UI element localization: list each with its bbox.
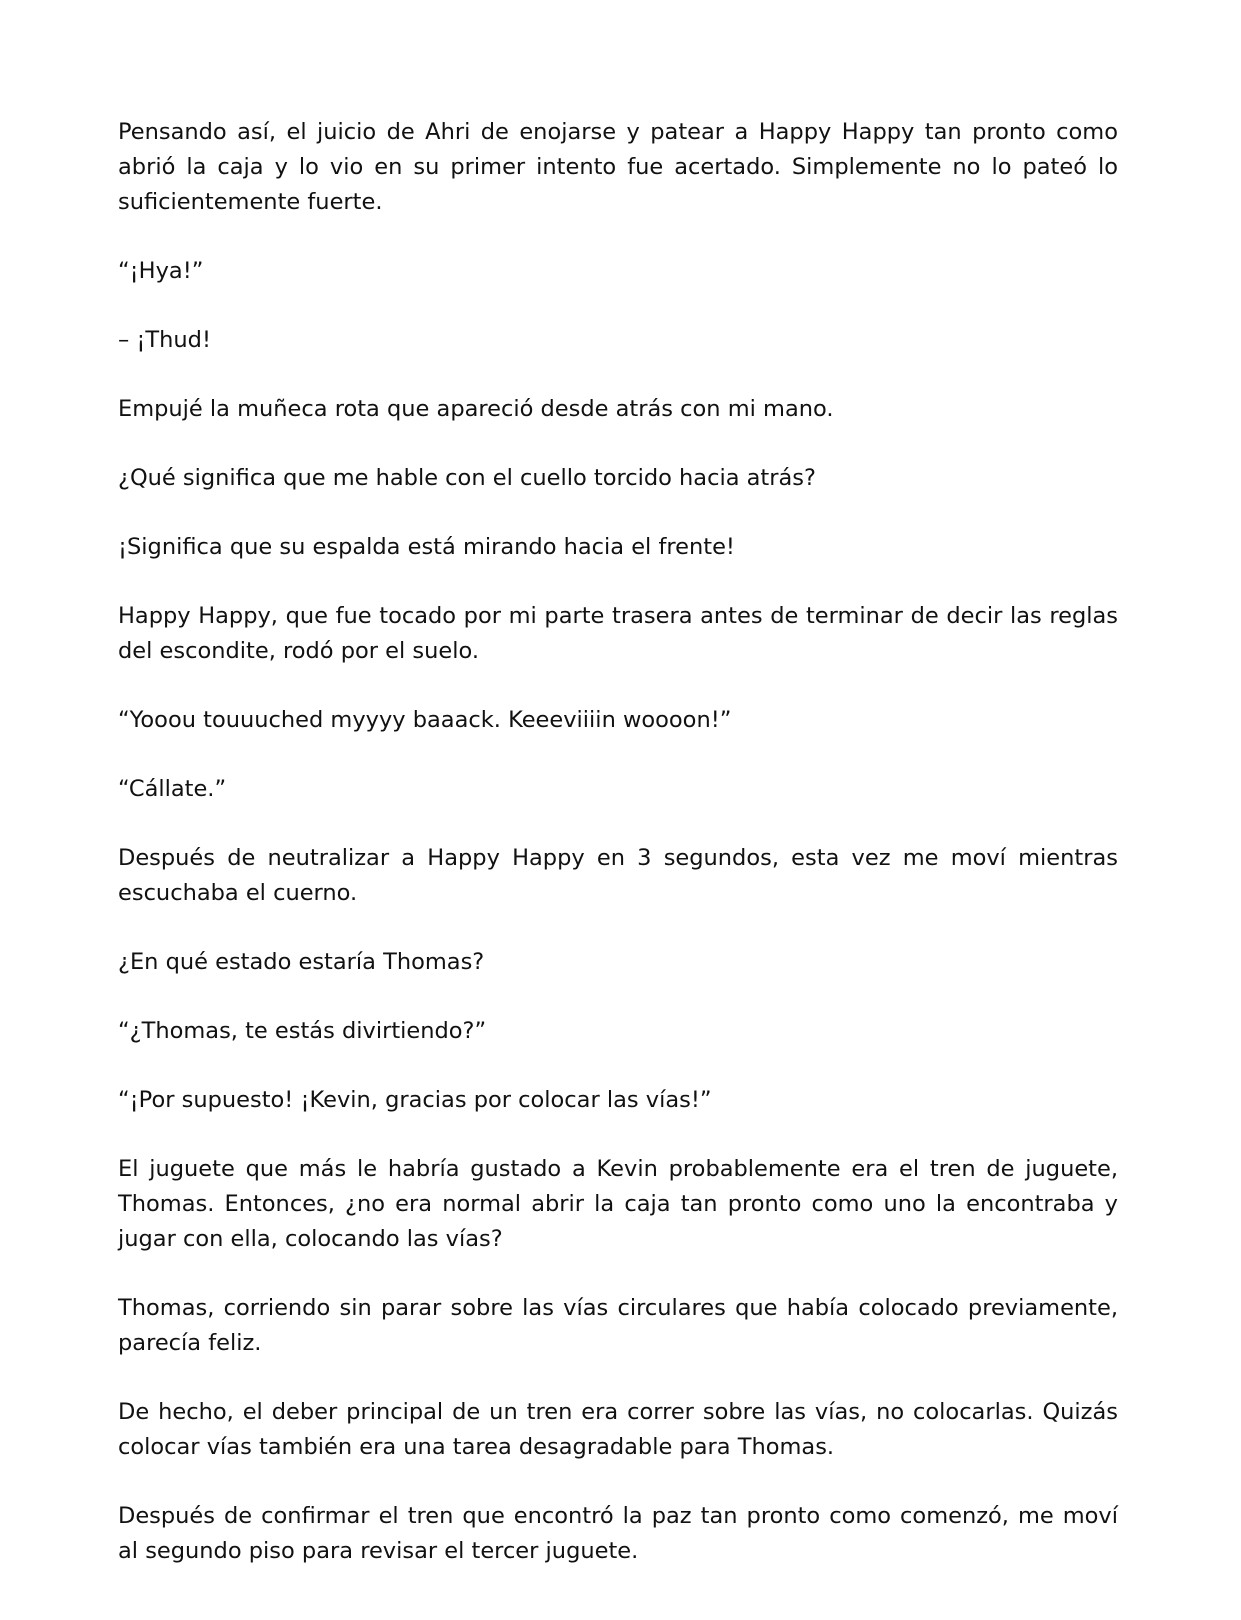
- paragraph: “¿Thomas, te estás divirtiendo?”: [118, 1018, 487, 1044]
- paragraph: – ¡Thud!: [118, 327, 211, 353]
- paragraph: El juguete que más le habría gustado a Kevin probablemente era el tren de juguete, Thomas. Entonces, ¿no era normal abrir la caja tan pronto como uno la encontraba y jugar con ella, colocando las vías?: [118, 1156, 1118, 1252]
- paragraph: ¡Significa que su espalda está mirando hacia el frente!: [118, 534, 735, 560]
- paragraph: “¡Por supuesto! ¡Kevin, gracias por colocar las vías!”: [118, 1087, 712, 1113]
- paragraph: Pensando así, el juicio de Ahri de enojarse y patear a Happy Happy tan pronto como abrió la caja y lo vio en su primer intento fue acertado. Simplemente no lo pateó lo suficientemente fuerte.: [118, 119, 1118, 215]
- paragraph: ¿En qué estado estaría Thomas?: [118, 949, 485, 975]
- paragraph: Happy Happy, que fue tocado por mi parte trasera antes de terminar de decir las reglas del escondite, rodó por el suelo.: [118, 603, 1118, 664]
- document-body: [118, 115, 1118, 1569]
- paragraph: ¿Qué significa que me hable con el cuello torcido hacia atrás?: [118, 465, 816, 491]
- paragraph: “Cállate.”: [118, 776, 227, 802]
- paragraph: Thomas, corriendo sin parar sobre las vías circulares que había colocado previamente, parecía feliz.: [118, 1295, 1118, 1356]
- paragraph: Después de neutralizar a Happy Happy en 3 segundos, esta vez me moví mientras escuchaba el cuerno.: [118, 845, 1118, 906]
- paragraph: Después de confirmar el tren que encontró la paz tan pronto como comenzó, me moví al segundo piso para revisar el tercer juguete.: [118, 1503, 1118, 1564]
- paragraph: “¡Hya!”: [118, 258, 204, 284]
- paragraph: “Yooou touuuched myyyy baaack. Keeeviiiin woooon!”: [118, 707, 732, 733]
- paragraph: De hecho, el deber principal de un tren era correr sobre las vías, no colocarlas. Quizás colocar vías también era una tarea desagradable para Thomas.: [118, 1399, 1118, 1460]
- paragraph: Empujé la muñeca rota que apareció desde atrás con mi mano.: [118, 396, 834, 422]
